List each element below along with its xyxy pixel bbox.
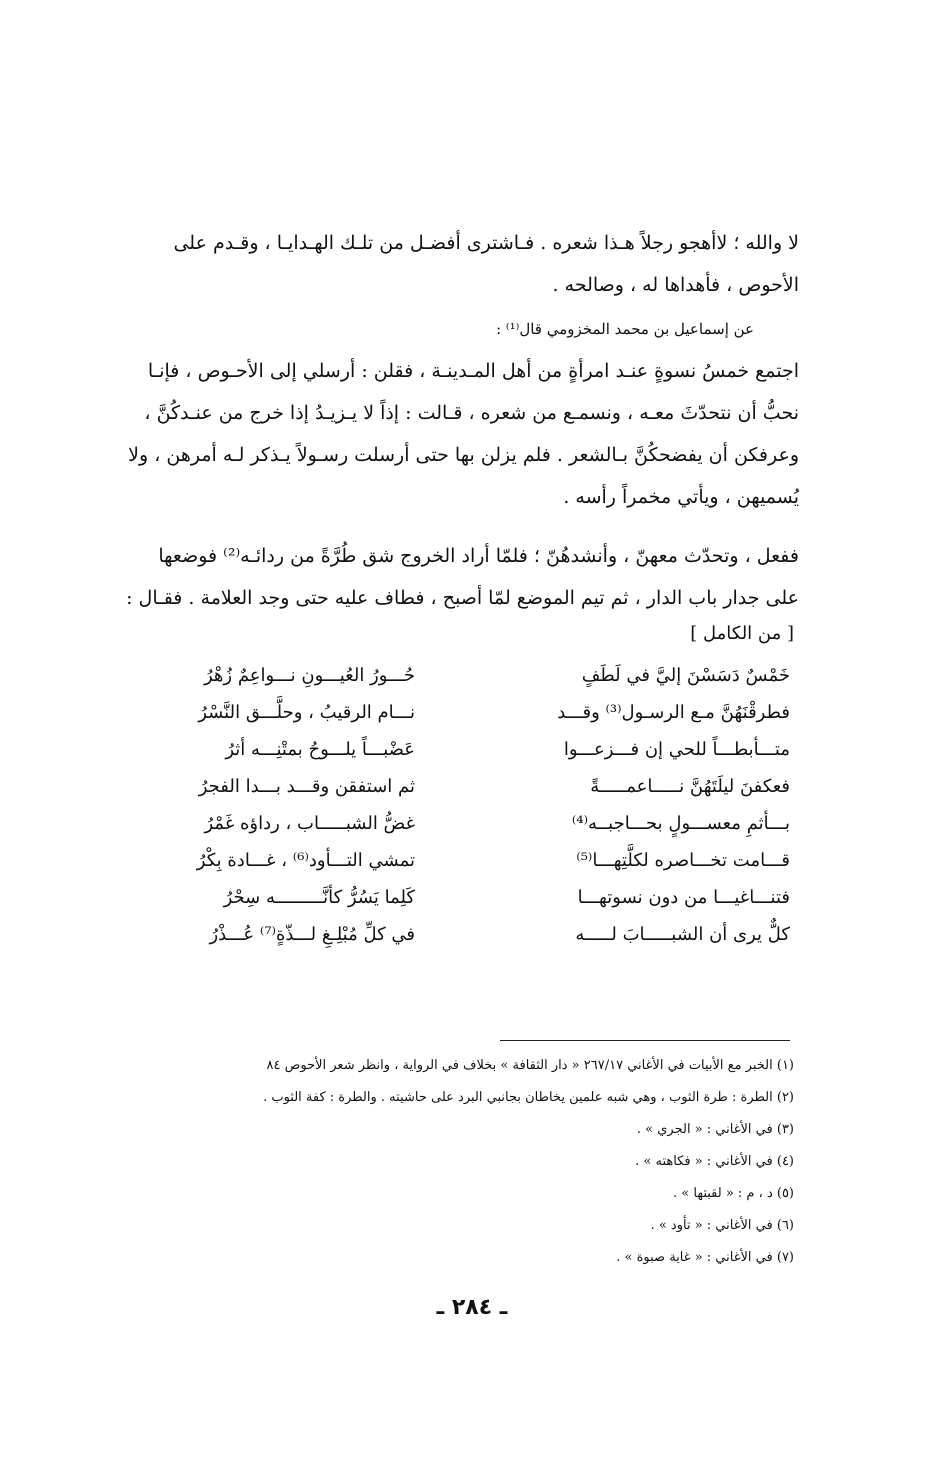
page-number: ـ ٢٨٤ ـ <box>436 1295 508 1320</box>
footnote: (٢) الطرة : طرة الثوب ، وهي شبه علمين يخاطان بجانبي البرد على حاشيته . والطرة : كفة الثوب . <box>263 1090 794 1105</box>
poem-verse <box>150 924 790 961</box>
footnote: (٧) في الأغاني : « غاية صبوة » . <box>616 1250 794 1265</box>
poem-verse <box>150 665 790 702</box>
poem-meter-label: [ من الكامل ] <box>690 623 794 644</box>
poem <box>150 665 790 961</box>
poem-verse <box>150 813 790 850</box>
verse-second-hemistich: كَلِما يَسُرُّ كأنَّـــــــــه سِحْرُ <box>223 887 415 908</box>
verse-second-hemistich: عَضْبـــاً يلـــوحُ بمتْنِـــه أثرُ <box>225 739 415 760</box>
verse-first-hemistich: فطرقْنَهُنَّ مـع الرسـول⁽³⁾ وقـــد <box>557 702 790 723</box>
text-line: اجتمع خمسُ نسوةٍ عنـد امرأةٍ من أهل المـدينـة ، فقلن : أرسلي إلى الأحـوص ، فإنـا <box>147 360 799 382</box>
verse-first-hemistich: كلٌّ يرى أن الشبـــــابَ لـــــه <box>575 924 790 945</box>
text-line: لا والله ؛ لاأهجو رجلاً هـذا شعره . فـاشترى أفضـل من تلـك الهـدايـا ، وقـدم على <box>173 232 799 254</box>
footnote: (١) الخبر مع الأبيات في الأغاني ٢٦٧/١٧ « دار الثقافة » بخلاف في الرواية ، وانظر شعر الأحوص ٨٤ <box>266 1058 794 1073</box>
verse-first-hemistich: خَمْسٌ دَسَسْنَ إليَّ في لَطَفٍ <box>581 665 790 686</box>
footnote-divider <box>500 1040 790 1041</box>
verse-second-hemistich: ثم استفقن وقـــد بـــدا الفجرُ <box>198 776 415 797</box>
poem-verse <box>150 739 790 776</box>
poem-verse <box>150 887 790 924</box>
verse-second-hemistich: غضُّ الشبـــــاب ، رداؤه غَمْرُ <box>204 813 415 834</box>
paragraph-1 <box>129 222 799 306</box>
isnad-line: عن إسماعيل بن محمد المخزومي قال⁽¹⁾ : <box>496 320 754 338</box>
verse-first-hemistich: قـــامت تخـــاصره لكلَّتِهـــا⁽⁵⁾ <box>576 850 790 871</box>
verse-first-hemistich: متـــأبطـــاً للحي إن فـــزعـــوا <box>563 739 790 760</box>
footnote: (٦) في الأغاني : « تأود » . <box>650 1218 794 1233</box>
footnote: (٤) في الأغاني : « فكاهته » . <box>635 1154 794 1169</box>
paragraph-2 <box>129 350 799 518</box>
footnote: (٣) في الأغاني : « الجري » . <box>636 1122 794 1137</box>
footnotes <box>134 1050 794 1274</box>
text-line: على جدار باب الدار ، ثم تيم الموضع لمّا أصبح ، فطاف عليه حتى وجد العلامة . فقـال : <box>126 587 799 609</box>
text-line: الأحوص ، فأهداها له ، وصالحه . <box>552 274 799 296</box>
footnote: (٥) د ، م : « لقبتها » . <box>673 1186 794 1201</box>
text-line: نحبُّ أن نتحدّثَ معـه ، ونسمـع من شعره ، قـالت : إذاً لا يـزيـدُ إذا خرج من عنـدكُنَّ ، <box>144 402 799 424</box>
text-line: وعرفكن أن يفضحكُنَّ بـالشعر . فلم يزلن بها حتى أرسلت رسـولاً يـذكر لـه أمرهن ، ولا <box>128 444 799 466</box>
verse-first-hemistich: فتنـــاغيـــا من دون نسوتهـــا <box>577 887 790 908</box>
verse-first-hemistich: بـــأثمِ معســـولٍ بحـــاجبــه⁽⁴⁾ <box>571 813 790 834</box>
verse-second-hemistich: نـــام الرقيبُ ، وحلَّـــق النَّسْرُ <box>198 702 415 723</box>
poem-verse <box>150 776 790 813</box>
verse-second-hemistich: تمشي التـــأود⁽⁶⁾ ، غـــادة بِكْرُ <box>196 850 415 871</box>
text-line: يُسميهن ، ويأتي مخمراً رأسه . <box>563 486 799 508</box>
verse-second-hemistich: حُـــورُ العُيـــونِ نـــواعِمٌ زُهْرُ <box>203 665 415 686</box>
poem-verse <box>150 702 790 739</box>
verse-first-hemistich: فعكفنَ ليلَتَهُنَّ نـــــاعمـــــةً <box>590 776 790 797</box>
verse-second-hemistich: في كلِّ مُبْلِـغِ لـــذّةٍ⁽⁷⁾ عُـــذْرُ <box>209 924 415 945</box>
poem-verse <box>150 850 790 887</box>
paragraph-3 <box>126 535 799 619</box>
text-line: ففعل ، وتحدّث معهنّ ، وأنشدهُنّ ؛ فلمّا أراد الخروج شق طُرَّةً من ردائـه⁽²⁾ فوضعها <box>158 545 799 567</box>
